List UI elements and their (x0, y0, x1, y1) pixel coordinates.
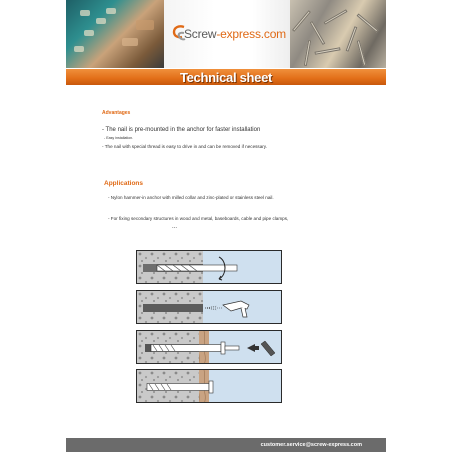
application-item: - For fixing secondary structures in wood and metal, baseboards, cable and pipe clamps, (108, 216, 289, 221)
brand-name-part1: Screw (184, 27, 217, 41)
contact-email[interactable]: customer.service@screw-express.com (260, 442, 362, 448)
screws-photo (290, 0, 386, 68)
header-banner (66, 0, 386, 68)
applications-heading: Applications (104, 180, 144, 187)
advantage-item: - Easy installation. (104, 136, 134, 140)
step-clean-diagram (136, 290, 282, 324)
application-item: - Nylon hammer-in anchor with milled collar and zinc-plated or stainless steel nail. (108, 195, 274, 200)
advantage-item: - The nail with special thread is easy to drive in and can be removed if necessary. (102, 144, 268, 149)
brand-name-part2: -express.com (216, 27, 286, 41)
footer-bar (66, 438, 386, 452)
page-title: Technical sheet (179, 70, 273, 85)
advantage-item: - The nail is pre-mounted in the anchor for faster installation (102, 127, 261, 133)
logo (164, 0, 290, 68)
advantages-heading: Advantages (102, 110, 131, 116)
technical-sheet-page (66, 0, 386, 452)
step-hammer-diagram (136, 330, 282, 364)
tools-photo (66, 0, 164, 68)
step-final-diagram (136, 369, 282, 403)
step-drill-diagram (136, 250, 282, 284)
ellipsis: ... (172, 224, 178, 230)
title-bar (66, 68, 386, 85)
